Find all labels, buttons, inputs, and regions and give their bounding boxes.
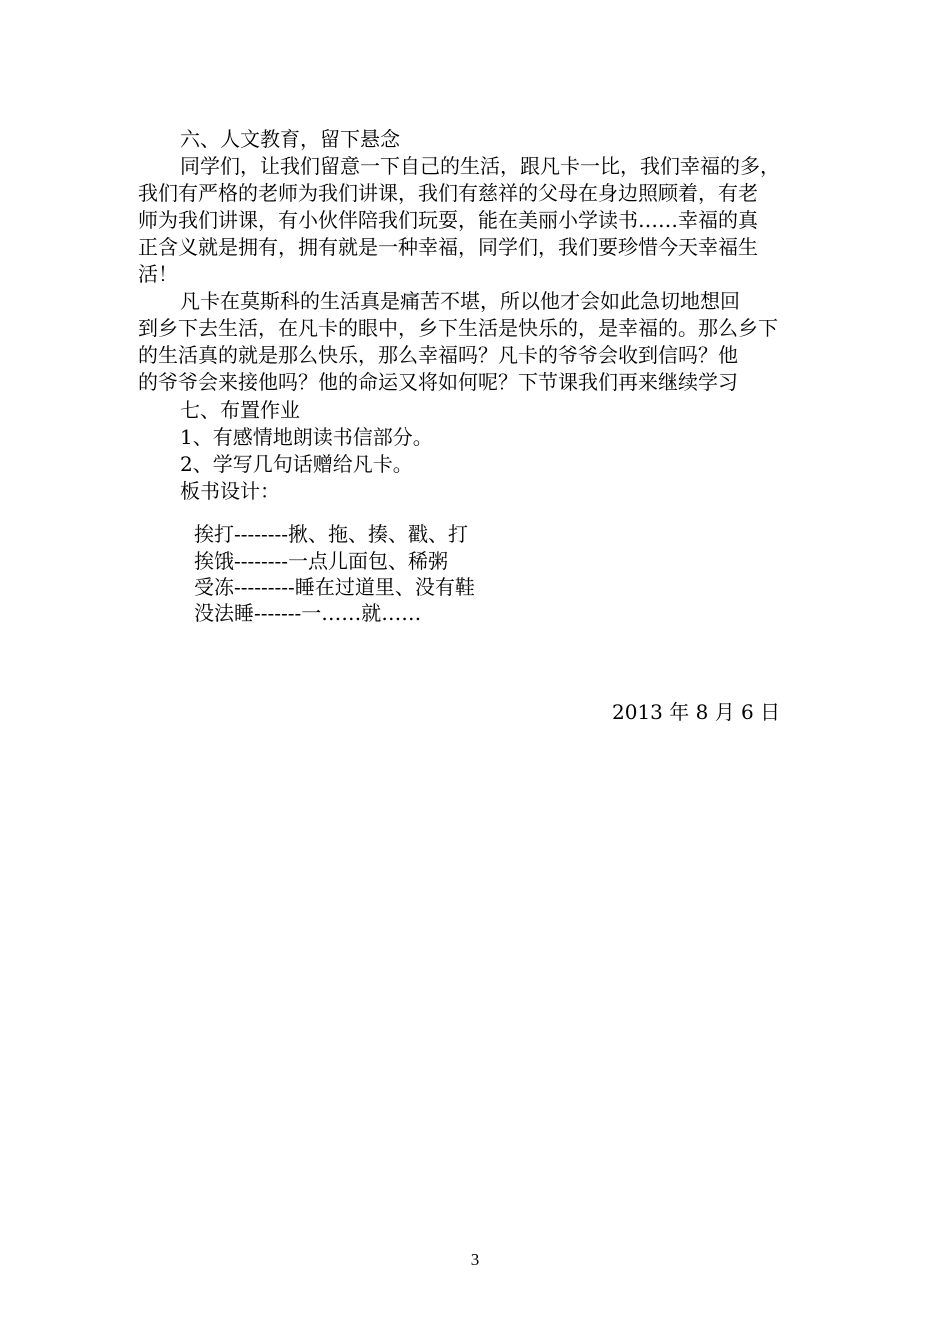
board-line: 挨打--------揪、拖、揍、戳、打	[194, 522, 469, 546]
paragraph-line: 凡卡在莫斯科的生活真是痛苦不堪，所以他才会如此急切地想回	[180, 289, 740, 313]
paragraph-line: 活！	[138, 262, 178, 286]
homework-item: 2、学写几句话赠给凡卡。	[180, 452, 413, 476]
section-seven-heading: 七、布置作业	[180, 398, 300, 422]
paragraph-line: 师为我们讲课，有小伙伴陪我们玩耍，能在美丽小学读书……幸福的真	[138, 208, 758, 232]
paragraph-line: 的爷爷会来接他吗？他的命运又将如何呢？下节课我们再来继续学习	[138, 370, 738, 394]
page-number: 3	[470, 1250, 480, 1269]
board-design-title: 板书设计：	[180, 479, 280, 503]
board-line: 受冻---------睡在过道里、没有鞋	[194, 575, 475, 599]
paragraph-line: 到乡下去生活，在凡卡的眼中，乡下生活是快乐的，是幸福的。那么乡下	[138, 316, 778, 340]
board-line: 挨饿--------一点儿面包、稀粥	[194, 549, 449, 573]
paragraph-line: 的生活真的就是那么快乐，那么幸福吗？凡卡的爷爷会收到信吗？他	[138, 343, 738, 367]
document-date: 2013 年 8 月 6 日	[612, 700, 781, 724]
board-line: 没法睡-------一……就……	[194, 601, 422, 625]
paragraph-line: 同学们，让我们留意一下自己的生活，跟凡卡一比，我们幸福的多，	[180, 154, 780, 178]
paragraph-line: 正含义就是拥有，拥有就是一种幸福，同学们，我们要珍惜今天幸福生	[138, 235, 758, 259]
homework-item: 1、有感情地朗读书信部分。	[180, 425, 433, 449]
paragraph-line: 我们有严格的老师为我们讲课，我们有慈祥的父母在身边照顾着，有老	[138, 181, 758, 205]
section-six-heading: 六、人文教育，留下悬念	[180, 127, 400, 151]
